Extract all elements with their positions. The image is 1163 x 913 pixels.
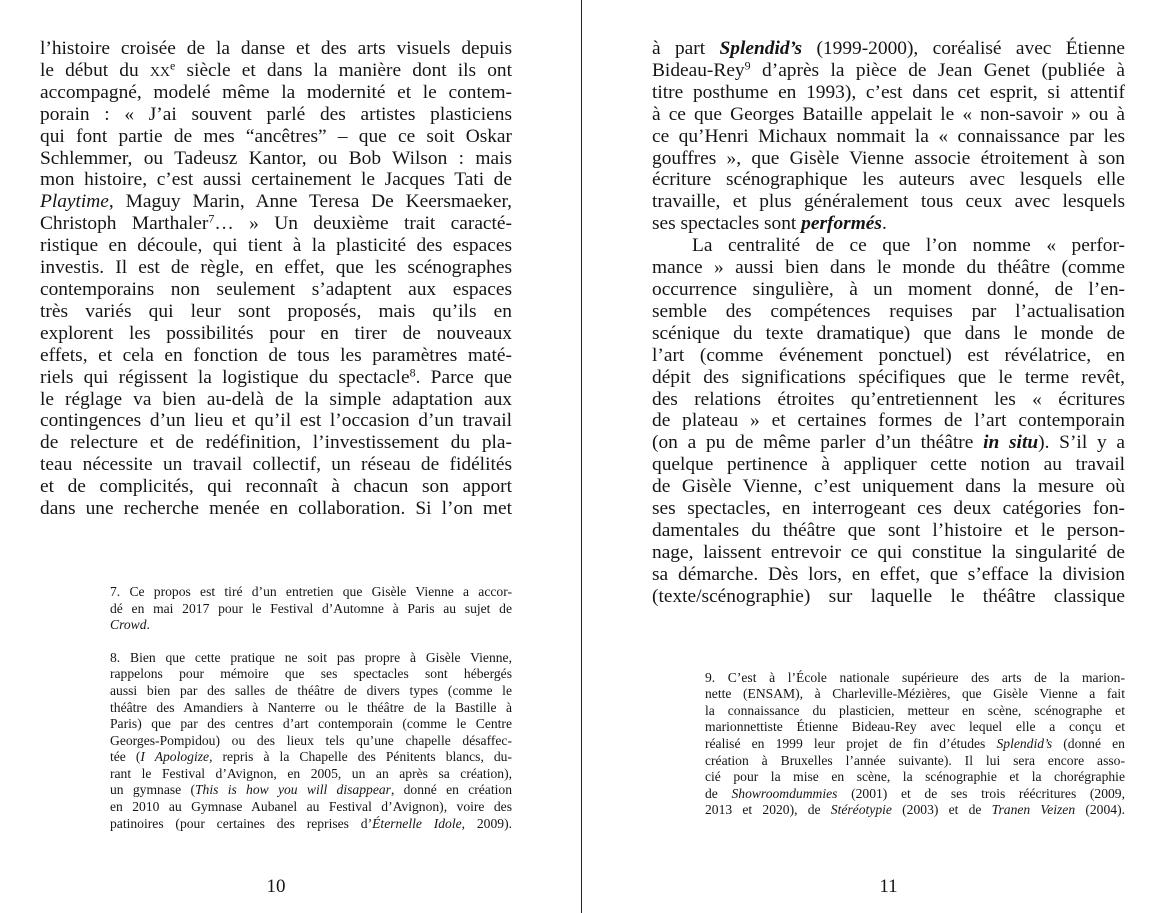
text-line [110, 816, 512, 833]
note-reference: 8 [409, 364, 416, 379]
text-run: (1999-2000), coréalisé avec Étienne [802, 38, 1126, 59]
styled-text: Splendid’s [996, 735, 1053, 751]
right-page-footnotes [705, 670, 1125, 819]
text-line [652, 169, 1125, 191]
text-line [110, 749, 512, 766]
text-run: patinoires (pour certaines des reprises d’ [110, 815, 373, 831]
text-run: sa démarche. Dès lors, en effet, que s’efface la division [652, 563, 1125, 585]
text-line [652, 367, 1125, 389]
text-run: La centralité de ce que l’on nomme « perfor- [692, 235, 1125, 257]
styled-text: Tranen Veizen [991, 802, 1076, 818]
text-line [705, 769, 1125, 786]
text-run: gouffres », que Gisèle Vienne associe étroitement à son [652, 147, 1125, 169]
text-line [652, 520, 1125, 542]
text-run: écriture scénographique les auteurs avec lesquels elle [652, 169, 1125, 191]
text-line [705, 736, 1125, 753]
text-run: (donné en [1052, 735, 1125, 751]
styled-text: Éternelle Idole [372, 815, 462, 831]
text-line [652, 126, 1125, 148]
text-line [40, 235, 512, 257]
text-line [40, 432, 512, 454]
text-run: (texte/scénographie) sur laquelle le théâtre classique [652, 585, 1125, 607]
text-run: de Gisèle Vienne, c’est uniquement dans la mesure où [652, 476, 1125, 498]
text-line [40, 364, 512, 389]
text-line [652, 279, 1125, 301]
text-line [110, 782, 512, 799]
text-line [110, 716, 512, 733]
text-line [652, 191, 1125, 213]
note-reference: e [170, 58, 176, 73]
text-run: titre posthume en 1993), c’est dans cet esprit, si attentif [652, 81, 1125, 103]
text-line [652, 498, 1125, 520]
text-line [652, 586, 1125, 608]
text-run: (2003) et de [891, 802, 992, 818]
text-run: contemporains non seulement s’adaptent aux espaces [40, 278, 512, 300]
note-reference: 7 [208, 211, 215, 226]
text-run: ses spectacles sont [652, 213, 802, 235]
text-run: et de complicités, qui reconnaît à chacun son apport [40, 476, 512, 498]
text-line [40, 323, 512, 345]
styled-text: in situ [983, 432, 1039, 454]
text-line [40, 498, 512, 520]
text-run: cié pour la mise en scène, la scénographie et la chorégraphie [705, 769, 1125, 785]
text-run: des relations étroites qu’entretiennent les « écritures [652, 388, 1125, 410]
text-run: dépit des significations spécifiques que le terme revêt, [652, 366, 1125, 388]
text-run: nette (ENSAM), à Charleville-Mézières, que Gisèle Vienne a fait [705, 686, 1125, 702]
text-run: explorent les possibilités pour en tirer de nouveaux [40, 322, 512, 344]
text-run: occurrence singulière, à un moment donné, de l’en- [652, 278, 1125, 300]
text-run: dé en mai 2017 pour le Festival d’Automne à Paris au sujet de [110, 600, 512, 616]
text-run: teau nécessite un travail collectif, un réseau de fidélités [40, 454, 512, 476]
text-line [652, 323, 1125, 345]
text-line [40, 60, 512, 82]
left-page-body [40, 38, 512, 520]
text-line [652, 148, 1125, 170]
text-line [110, 601, 512, 618]
left-page-footnotes [110, 584, 512, 832]
text-line [652, 82, 1125, 104]
text-run: effets, et cela en fonction de tous les paramètres maté- [40, 344, 512, 366]
text-line [652, 432, 1125, 454]
text-run: . [881, 213, 887, 235]
text-run: 7. Ce propos est tiré d’un entretien que Gisèle Vienne a accor- [110, 583, 512, 599]
text-line [652, 564, 1125, 586]
text-line [40, 169, 512, 191]
text-run: quelque pertinence à appliquer cette notion au travail [652, 454, 1125, 476]
text-line [110, 700, 512, 717]
text-run: mon histoire, c’est aussi certainement le Jacques Tati de [40, 169, 512, 191]
styled-text: Splendid’s [719, 38, 803, 59]
text-line [705, 719, 1125, 736]
text-run: . [146, 617, 150, 633]
page-number-left: 10 [266, 876, 286, 897]
text-line [110, 617, 512, 634]
text-run: ses spectacles, en interrogeant ces deux catégories fon- [652, 498, 1125, 520]
text-line [40, 82, 512, 104]
text-line [652, 345, 1125, 367]
text-line [652, 542, 1125, 564]
styled-text: performés [801, 213, 882, 235]
text-run: création à Bruxelles l’année suivante). Il lui sera encore asso- [705, 752, 1125, 768]
text-run: … » Un deuxième trait caracté- [214, 213, 512, 235]
text-line [110, 666, 512, 683]
right-page [652, 38, 1125, 898]
text-run: contingences d’un lieu et qu’il est l’occasion d’un travail [40, 410, 512, 432]
text-run: . Parce que [415, 366, 512, 388]
text-run: (2004). [1075, 802, 1125, 818]
text-run: 2013 et 2020), de [705, 802, 831, 818]
text-line [652, 454, 1125, 476]
text-run: nage, laissent entrevoir ce qui constitue la singularité de [652, 541, 1125, 563]
styled-text: Stéréotypie [830, 802, 892, 818]
text-run: , Maguy Marin, Anne Teresa De Keersmaeker, [108, 191, 512, 213]
text-line [652, 60, 1125, 82]
styled-text: This is how you will disappear [195, 782, 391, 798]
text-run: théâtre des Amandiers à Nanterre ou le théâtre de la Bastille à [110, 699, 512, 715]
text-line [110, 766, 512, 783]
text-line [40, 213, 512, 235]
text-run: travaille, et plus généralement tous ceux avec lesquels [652, 191, 1125, 213]
text-line [110, 733, 512, 750]
text-run: l’histoire croisée de la danse et des arts visuels depuis [40, 38, 512, 59]
page-number-right: 11 [879, 876, 898, 897]
text-run: Christoph Marthaler [40, 213, 209, 235]
text-line [652, 476, 1125, 498]
footnote [110, 650, 512, 833]
text-run: le réglage va bien au-delà de la simple adaptation aux [40, 388, 512, 410]
text-run: qui font partie de mes “ancêtres” – que ce soit Oskar [40, 125, 512, 147]
text-run: marionnettiste Étienne Bideau-Rey avec lequel elle a conçu et [705, 719, 1125, 735]
text-line [40, 476, 512, 498]
text-run: l’art (comme événement ponctuel) est révélatrice, en [652, 344, 1125, 366]
text-run: ). S’il y a [1038, 432, 1126, 454]
text-run: Schlemmer, ou Tadeusz Kantor, ou Bob Wilson : mais [40, 147, 512, 169]
text-line [652, 389, 1125, 411]
text-run: accompagné, modelé même la modernité et le contem- [40, 81, 512, 103]
text-line [705, 802, 1125, 819]
text-line [40, 104, 512, 126]
text-line [40, 126, 512, 148]
text-run: la connaissance du plasticien, metteur en scène, scénographe et [705, 702, 1125, 718]
text-run: de relecture et de redéfinition, l’investissement du pla- [40, 432, 512, 454]
text-line [40, 454, 512, 476]
text-run: ristique en découle, qui tient à la plasticité des espaces [40, 235, 512, 257]
text-run: (on a pu de même parler d’un théâtre [652, 432, 984, 454]
text-run: réalisé en 1999 leur projet de fin d’études [705, 735, 997, 751]
text-line [705, 686, 1125, 703]
text-run: dans une recherche menée en collaboration. Si l’on met [40, 498, 512, 520]
note-reference: 9 [744, 58, 751, 73]
text-run: de [705, 785, 732, 801]
styled-text: I Apologize [140, 749, 210, 765]
left-page [40, 38, 512, 898]
text-line [705, 703, 1125, 720]
text-line [40, 389, 512, 411]
page-gutter-divider [581, 0, 582, 913]
text-run: investis. Il est de règle, en effet, que les scénographes [40, 257, 512, 279]
text-run: Paris) que par des centres d’art contemporain (comme le Centre [110, 716, 512, 732]
text-run: Bideau-Rey [652, 59, 745, 81]
text-run: riels qui régissent la logistique du spectacle [40, 366, 410, 388]
text-line [110, 650, 512, 667]
text-run: à part [652, 38, 720, 59]
footnote [110, 584, 512, 634]
text-run: semble des compétences requises par l’actualisation [652, 300, 1125, 322]
text-line [40, 148, 512, 170]
text-run: , repris à la Chapelle des Pénitents blancs, du- [209, 749, 512, 765]
text-run: 8. Bien que cette pratique ne soit pas propre à Gisèle Vienne, [110, 649, 512, 665]
text-line [652, 257, 1125, 279]
text-run: aussi bien par des salles de théâtre de divers types (comme le [110, 682, 512, 698]
text-run: ce qu’Henri Michaux nommait la « connaissance par les [652, 125, 1125, 147]
text-run: un gymnase ( [110, 782, 195, 798]
right-page-body [652, 38, 1125, 608]
text-run: Georges-Pompidou) ou des lieux tels qu’une chapelle désaffec- [110, 732, 512, 748]
text-line [652, 301, 1125, 323]
text-run: mance » aussi bien dans le monde du théâtre (comme [652, 257, 1125, 279]
text-line [40, 301, 512, 323]
text-run: damentales du théâtre que sont l’histoire et le person- [652, 519, 1125, 541]
text-run: de plateau » et certaines formes de l’art contemporain [652, 410, 1125, 432]
styled-text: Playtime [40, 191, 109, 213]
text-run: scénique du texte dramatique) que dans le monde de [652, 322, 1125, 344]
text-line [705, 753, 1125, 770]
footnote [705, 670, 1125, 819]
text-run: tée ( [110, 749, 141, 765]
text-run: en 2010 au Gymnase Aubanel au Festival d’Avignon), voire des [110, 799, 512, 815]
text-line [40, 279, 512, 301]
text-run: le début du [40, 59, 150, 81]
text-run: , 2009). [461, 815, 512, 831]
text-line [705, 786, 1125, 803]
text-run: d’après la pièce de Jean Genet (publiée à [750, 59, 1125, 81]
text-run: (2001) et de ses trois réécritures (2009, [837, 785, 1126, 801]
text-line [40, 191, 512, 213]
text-run: porain : « J’ai souvent parlé des artistes plasticiens [40, 103, 512, 125]
styled-text: Crowd [110, 617, 147, 633]
text-line [40, 257, 512, 279]
styled-text: Showroomdummies [731, 785, 838, 801]
text-line [40, 38, 512, 60]
text-line [652, 410, 1125, 432]
text-run: très variés qui leur sont proposés, mais qu’ils en [40, 300, 512, 322]
text-line [652, 38, 1125, 60]
text-line [652, 104, 1125, 126]
text-run: , donné en création [390, 782, 512, 798]
text-run: rappelons pour mémoire que ses spectacles sont hébergés [110, 666, 512, 682]
text-run: à ce que Georges Bataille appelait le « non-savoir » ou à [652, 103, 1125, 125]
text-line [652, 213, 1125, 235]
text-line [110, 683, 512, 700]
styled-text: xx [149, 59, 171, 81]
text-line [110, 799, 512, 816]
text-line [40, 345, 512, 367]
text-run: 9. C’est à l’École nationale supérieure des arts de la marion- [705, 669, 1125, 685]
text-run: rant le Festival d’Avignon, en 2005, un an après sa création), [110, 765, 512, 781]
text-line [705, 670, 1125, 687]
text-line [652, 235, 1125, 257]
text-line [110, 584, 512, 601]
text-run: siècle et dans la manière dont ils ont [175, 59, 512, 81]
text-line [40, 410, 512, 432]
